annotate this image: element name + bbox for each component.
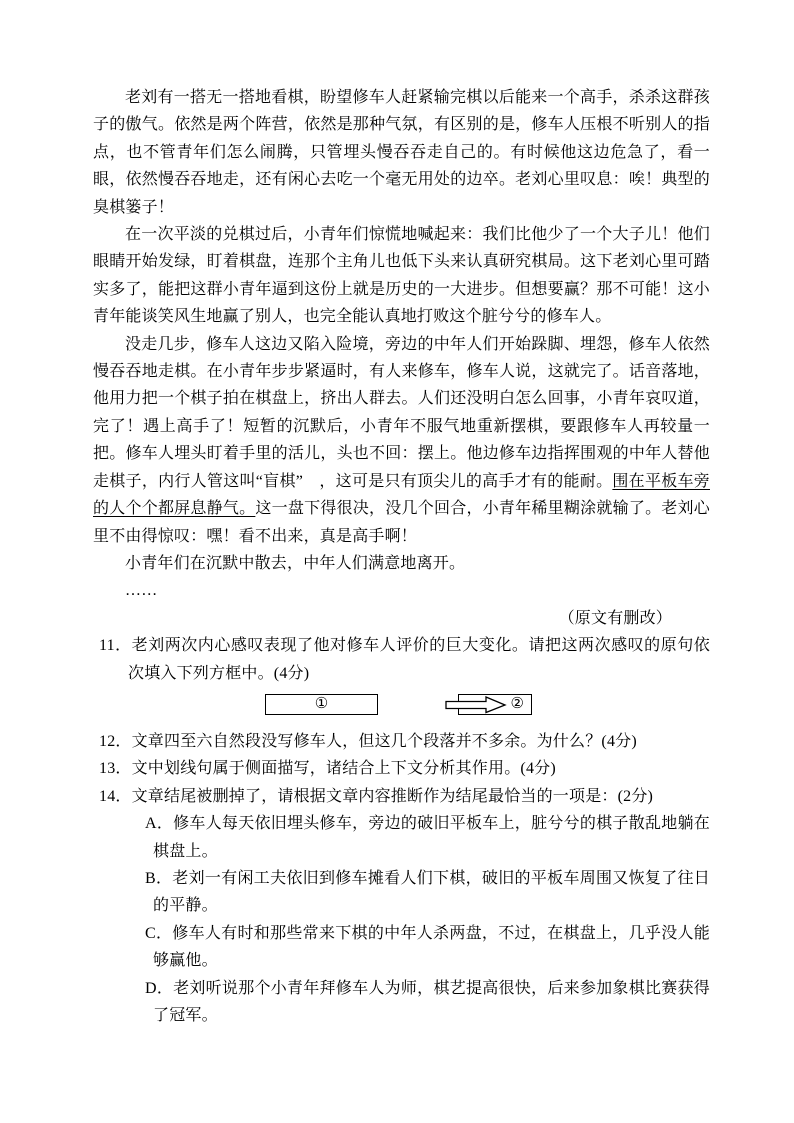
question-13-number: 13． bbox=[99, 760, 132, 778]
question-11 bbox=[99, 632, 710, 687]
passage-paragraph-3 bbox=[93, 331, 710, 550]
option-d-text: 老刘听说那个小青年拜修车人为师，棋艺提高很快，后来参加象棋比赛获得了冠军。 bbox=[153, 979, 710, 1024]
paragraph-3-text: 没走几步，修车人这边又陷入险境，旁边的中年人们开始跺脚、埋怨，修车人依然慢吞吞地走棋。在小青年步步紧逼时，有人来修车，修车人说，这就完了。话音落地，他用力把一个棋子拍在棋盘上，挤出人群去。人们还没明白怎么回事，小青年哀叹道，完了！遇上高手了！短暂的沉默后，小青年不服气地重新摆棋，要跟修车人再较量一把。修车人埋头盯着手里的活儿，头也不回：摆上。他边修车边指挥围观的中年人替他走棋子，内行人管这叫“盲棋” ，这可是只有顶尖儿的高手才有的能耐。 bbox=[93, 335, 710, 490]
question-11-text: 老刘两次内心感叹表现了他对修车人评价的巨大变化。请把这两次感叹的原句依次填入下列方框中。(4分) bbox=[128, 637, 710, 682]
paragraph-3-text-after: 这一盘下得很决，没几个回合，小青年稀里糊涂就输了。老刘心里不由得惊叹：嘿！看不出来，真是高手啊！ bbox=[93, 500, 710, 545]
block-right-arrow-icon bbox=[445, 696, 507, 714]
option-a-text: 修车人每天依旧埋头修车，旁边的破旧平板车上，脏兮兮的棋子散乱地躺在棋盘上。 bbox=[153, 815, 710, 860]
question-13 bbox=[99, 755, 710, 782]
question-14-text: 文章结尾被删掉了，请根据文章内容推断作为结尾最恰当的一项是：(2分) bbox=[131, 787, 654, 805]
source-note: （原文有删改） bbox=[558, 609, 672, 627]
question-14 bbox=[99, 783, 710, 810]
option-d bbox=[93, 975, 710, 1030]
option-a bbox=[93, 810, 710, 865]
option-c bbox=[93, 920, 710, 975]
ellipsis-line: …… bbox=[125, 582, 158, 600]
option-b bbox=[93, 865, 710, 920]
question-12-text: 文章四至六自然段没写修车人，但这几个段落并不多余。为什么？(4分) bbox=[131, 732, 637, 750]
passage-paragraph-4: 小青年们在沉默中散去，中年人们满意地离开。 bbox=[125, 554, 466, 572]
option-c-text: 修车人有时和那些常来下棋的中年人杀两盘，不过，在棋盘上，几乎没人能够赢他。 bbox=[153, 924, 710, 970]
question-12 bbox=[99, 728, 710, 755]
question-13-text: 文中划线句属于侧面描写，诸结合上下文分析其作用。(4分) bbox=[131, 760, 556, 778]
passage-paragraph-2: 在一次平淡的兑棋过后，小青年们惊慌地喊起来：我们比他少了一个大子儿！他们眼睛开始发绿，盯着棋盘，连那个主角儿也低下头来认真研究棋局。这下老刘心里可踏实多了，能把这群小青年逼到这份上就是历史的一大进步。但想要赢？那不可能！这小青年能谈笑风生地赢了别人，也完全能认真地打败这个脏兮兮的修车人。 bbox=[93, 226, 710, 326]
answer-box-2: ② bbox=[458, 694, 532, 715]
option-c-label: C． bbox=[145, 924, 173, 942]
option-b-text: 老刘一有闲工夫依旧到修车摊看人们下棋，破旧的平板车周围又恢复了往日的平静。 bbox=[153, 869, 710, 915]
answer-box-1: ① bbox=[265, 694, 378, 715]
option-a-label: A． bbox=[145, 815, 174, 833]
answer-diagram bbox=[93, 687, 710, 728]
question-12-number: 12． bbox=[99, 732, 132, 750]
question-11-number: 11． bbox=[99, 637, 132, 655]
question-14-number: 14． bbox=[99, 787, 132, 805]
option-b-label: B． bbox=[145, 869, 173, 887]
option-d-label: D． bbox=[145, 979, 174, 997]
underlined-sentence: 围在平板车旁的人个个都屏息静气。 bbox=[93, 472, 710, 518]
passage-paragraph-1: 老刘有一搭无一搭地看棋，盼望修车人赶紧输完棋以后能来一个高手，杀杀这群孩子的傲气。依然是两个阵营，依然是那种气氛，有区别的是，修车人压根不听别人的指点，也不管青年们怎么闹腾，只管埋头慢吞吞走自己的。有时候他这边危急了，看一眼，依然慢吞吞地走，还有闲心去吃一个毫无用处的边卒。老刘心里叹息：唉！典型的臭棋篓子！ bbox=[93, 89, 710, 216]
